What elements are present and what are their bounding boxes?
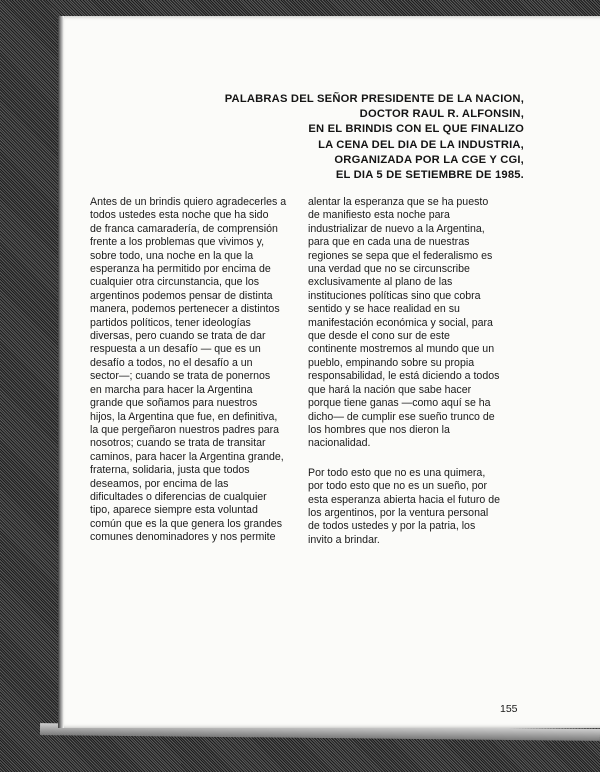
text-line: argentinos podemos pensar de distinta [90, 289, 273, 302]
heading-line: EL DIA 5 DE SETIEMBRE DE 1985. [335, 169, 524, 182]
heading-line: DOCTOR RAUL R. ALFONSIN, [359, 108, 524, 121]
text-line: partidos políticos, tener ideologías [90, 316, 251, 329]
text-line: que desde el cono sur de este [308, 330, 450, 343]
text-line: para que en cada una de nuestras [308, 236, 470, 249]
text-line: los argentinos, por la ventura personal [308, 506, 489, 519]
page-binding-edge [58, 16, 64, 728]
text-line: desafío a todos, no el desafío a un [90, 356, 253, 369]
text-line: dicho— de cumplir ese sueño trunco de [308, 410, 495, 423]
text-line: esta esperanza abierta hacia el futuro de [308, 493, 500, 506]
text-line: Antes de un brindis quiero agradecerles a [90, 196, 287, 208]
text-line: porque tiene ganas —como aquí se ha [308, 397, 491, 410]
text-line: los hombres que nos dieron la [308, 423, 450, 436]
text-line: grande que soñamos para nuestros [90, 397, 258, 410]
paragraph-1-continued [308, 196, 528, 451]
text-line: esperanza ha permitido por encima de [90, 263, 271, 276]
text-line: fraterna, solidaria, justa que todos [90, 464, 250, 477]
text-line: manera, podemos pertenecer a distintos [90, 303, 280, 316]
text-line: deseamos, por encima de las [90, 477, 229, 490]
heading-line: LA CENA DEL DIA DE LA INDUSTRIA, [318, 138, 524, 151]
paragraph-gap [308, 451, 528, 467]
heading-line: ORGANIZADA POR LA CGE Y CGI, [334, 153, 524, 166]
text-line: invito a brindar. [308, 533, 380, 546]
text-line: nosotros; cuando se trata de transitar [90, 437, 266, 450]
paragraph-2 [308, 467, 528, 547]
text-line: dificultades o diferencias de cualquier [90, 490, 267, 503]
page-number: 155 [500, 703, 518, 715]
text-line: Por todo esto que no es una quimera, [308, 466, 486, 479]
text-line: de manifiesto esta noche para [308, 209, 450, 222]
text-line: sector—; cuando se trata de ponernos [90, 370, 271, 383]
text-line: respuesta a un desafío — que es un [90, 343, 261, 356]
heading-line: EN EL BRINDIS CON EL QUE FINALIZO [308, 123, 524, 136]
body-right-column [308, 196, 528, 547]
text-line: la que pergeñaron nuestros padres para [90, 423, 280, 436]
text-line: exclusivamente al plano de las [308, 276, 453, 289]
text-line: todos ustedes esta noche que ha sido [90, 209, 269, 222]
text-line: diversas, pero cuando se trata de dar [90, 330, 266, 343]
text-line: pueblo, empinando sobre su propia [308, 356, 475, 369]
text-line: continente mostremos al mundo que un [308, 343, 495, 356]
text-line: sentido y se hace realidad en su [308, 303, 460, 316]
text-line: por todo esto que no es un sueño, por [308, 480, 488, 493]
text-line: de franca camaradería, de comprensión [90, 222, 278, 235]
heading-line: PALABRAS DEL SEÑOR PRESIDENTE DE LA NACION, [224, 93, 524, 105]
text-line: caminos, para hacer la Argentina grande, [90, 450, 284, 463]
text-line: tipo, aparece siempre esta voluntad [90, 504, 258, 517]
text-line: hijos, la Argentina que fue, en definitiva, [90, 410, 278, 423]
text-line: común que es la que genera los grandes [90, 517, 282, 530]
text-line: frente a los problemas que vivimos y, [90, 236, 265, 249]
text-line: manifestación económica y social, para [308, 316, 493, 329]
text-line: una verdad que no se circunscribe [308, 263, 470, 276]
text-line: sobre todo, una noche en la que la [90, 249, 254, 262]
text-line: que hará la nación que sabe hacer [308, 383, 472, 396]
text-line: de todos ustedes y por la patria, los [308, 520, 476, 533]
text-line: alentar la esperanza que se ha puesto [308, 196, 489, 208]
text-line: comunes denominadores y nos permite [90, 531, 276, 544]
text-line: responsabilidad, le está diciendo a todos [308, 370, 500, 383]
text-line: cualquier otra circunstancia, que los [90, 276, 260, 289]
body-left-column [90, 196, 300, 545]
speech-heading [194, 92, 524, 183]
text-line: instituciones políticas sino que cobra [308, 289, 481, 302]
text-line: nacionalidad. [308, 437, 371, 450]
text-line: regiones se sepa que el federalismo es [308, 249, 493, 262]
text-line: industrializar de nuevo a la Argentina, [308, 222, 485, 235]
text-line: en marcha para hacer la Argentina [90, 383, 253, 396]
